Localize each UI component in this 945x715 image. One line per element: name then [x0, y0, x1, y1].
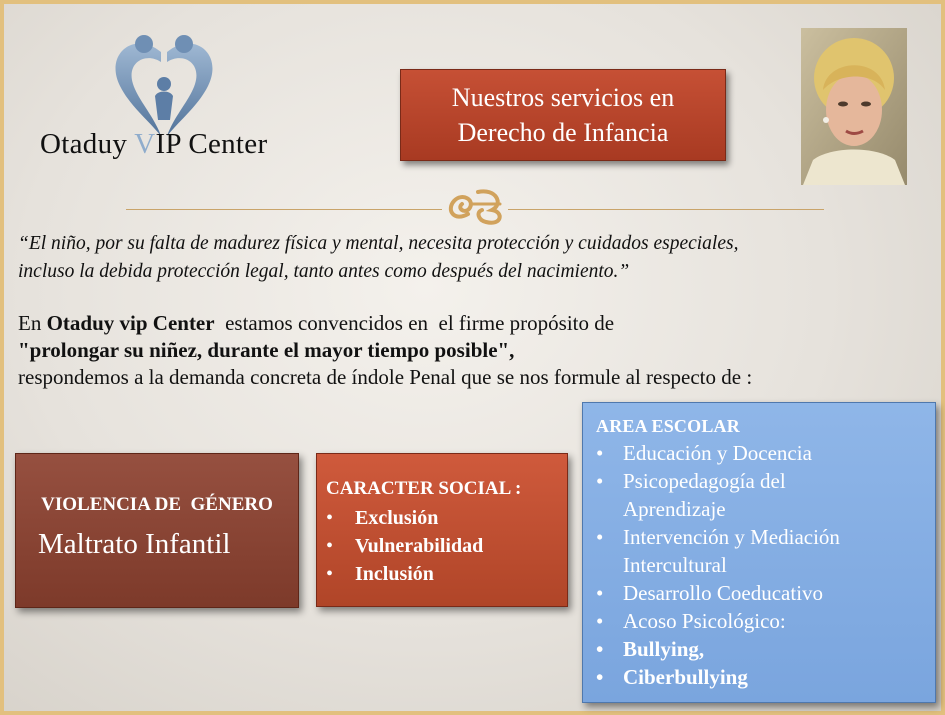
- brand-name: Otaduy VIP Center: [40, 128, 268, 160]
- divider-left: [126, 209, 442, 210]
- title-line-1: Nuestros servicios en: [451, 83, 675, 112]
- violencia-heading: VIOLENCIA DE GÉNERO: [41, 494, 273, 515]
- bullet-icon: •: [596, 441, 604, 465]
- bullet-icon: •: [326, 507, 334, 529]
- divider-right: [508, 209, 824, 210]
- bullet-icon: •: [326, 535, 334, 557]
- caracter-social-box: [316, 453, 568, 607]
- escolar-item: [596, 523, 935, 579]
- escolar-item: [596, 439, 935, 467]
- bullet-icon: •: [596, 665, 604, 689]
- escolar-item-label: Bullying,: [623, 637, 705, 661]
- escolar-item-label: Intercultural: [623, 553, 727, 577]
- social-item: [326, 532, 567, 560]
- escolar-item: [596, 467, 935, 523]
- flourish-ornament: [442, 184, 508, 228]
- escolar-item-label: Desarrollo Coeducativo: [623, 581, 824, 605]
- intro-line-2: "prolongar su niñez, durante el mayor tiempo posible",: [18, 338, 515, 362]
- social-item: [326, 560, 567, 588]
- portrait-photo: [801, 28, 907, 185]
- bullet-icon: •: [596, 637, 604, 661]
- social-item-label: Vulnerabilidad: [355, 535, 484, 557]
- company-name: Otaduy vip Center: [46, 311, 215, 335]
- escolar-item: [596, 579, 935, 607]
- title-line-2: Derecho de Infancia: [457, 118, 669, 147]
- escolar-item-label: Ciberbullying: [623, 665, 748, 689]
- escolar-item-label: Educación y Docencia: [623, 441, 812, 465]
- bullet-icon: •: [596, 525, 604, 549]
- family-hearts-logo: [104, 32, 224, 142]
- social-item-label: Inclusión: [355, 563, 434, 585]
- intro-line-1: En Otaduy vip Center estamos convencidos en el firme propósito de: [18, 311, 615, 335]
- escolar-item-label: Aprendizaje: [623, 497, 726, 521]
- intro-line-3: respondemos a la demanda concreta de índole Penal que se nos formule al respecto de :: [18, 365, 753, 389]
- bullet-icon: •: [596, 581, 604, 605]
- bullet-icon: •: [596, 609, 604, 633]
- escolar-heading: AREA ESCOLAR: [596, 416, 740, 436]
- escolar-item-label: Intervención y Mediación: [623, 525, 840, 549]
- escolar-list: [596, 439, 935, 691]
- escolar-item: [596, 635, 935, 663]
- maltrato-subtitle: Maltrato Infantil: [38, 528, 231, 560]
- services-title-box: [400, 69, 726, 161]
- social-item-label: Exclusión: [355, 507, 439, 529]
- escolar-item-label: Acoso Psicológico:: [623, 609, 786, 633]
- quote-line-1: “El niño, por su falta de madurez física y mental, necesita protección y cuidados especiales,: [18, 233, 739, 254]
- escolar-item: [596, 663, 935, 691]
- social-heading: CARACTER SOCIAL :: [326, 478, 522, 499]
- bullet-icon: •: [326, 563, 334, 585]
- violencia-genero-box: [15, 453, 299, 608]
- social-item: [326, 504, 567, 532]
- intro-paragraph: [18, 310, 938, 391]
- escolar-item-label: Psicopedagogía del: [623, 469, 786, 493]
- quote-text: [18, 230, 918, 286]
- quote-line-2: incluso la debida protección legal, tanto antes como después del nacimiento.”: [18, 261, 630, 282]
- area-escolar-box: [582, 402, 936, 703]
- escolar-item: [596, 607, 935, 635]
- social-list: [326, 504, 567, 588]
- bullet-icon: •: [596, 469, 604, 493]
